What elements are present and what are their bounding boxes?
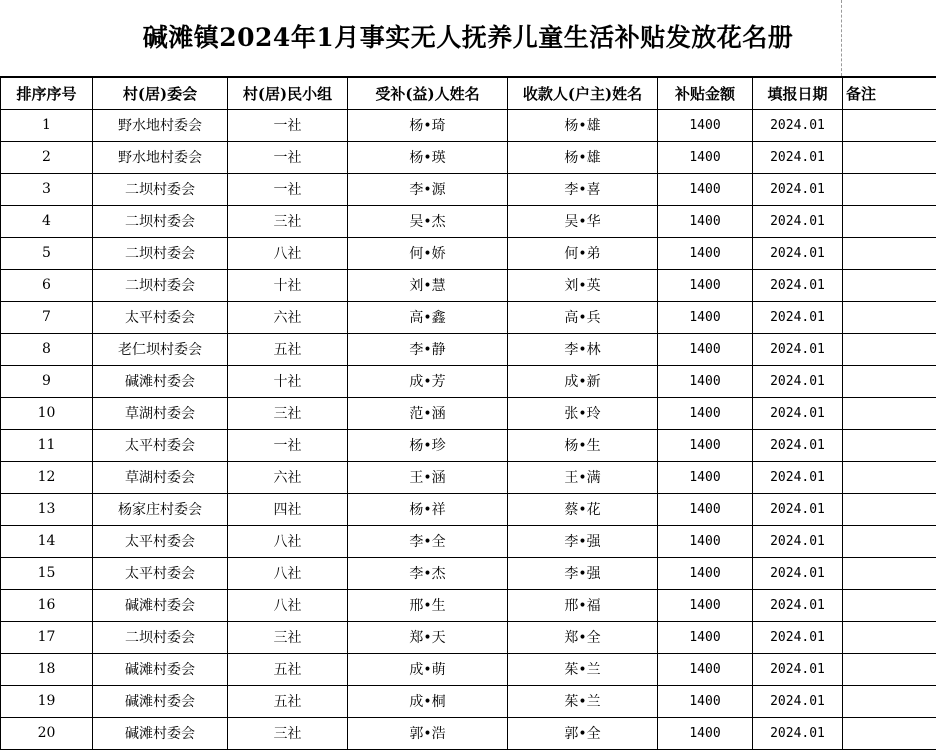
cell-group: 五社 bbox=[228, 333, 348, 365]
cell-remark bbox=[843, 493, 936, 525]
cell-payee: 杨•雄 bbox=[508, 141, 658, 173]
cell-amount: 1400 bbox=[658, 333, 753, 365]
cell-date: 2024.01 bbox=[753, 205, 843, 237]
cell-seq: 2 bbox=[1, 141, 93, 173]
cell-group: 十社 bbox=[228, 269, 348, 301]
table-row bbox=[1, 397, 936, 429]
cell-recipient: 郑•天 bbox=[348, 621, 508, 653]
cell-remark bbox=[843, 397, 936, 429]
cell-payee: 李•强 bbox=[508, 557, 658, 589]
cell-seq: 12 bbox=[1, 461, 93, 493]
cell-recipient: 高•鑫 bbox=[348, 301, 508, 333]
cell-village: 太平村委会 bbox=[93, 525, 228, 557]
cell-amount: 1400 bbox=[658, 109, 753, 141]
cell-date: 2024.01 bbox=[753, 621, 843, 653]
cell-recipient: 成•桐 bbox=[348, 685, 508, 717]
cell-village: 二坝村委会 bbox=[93, 173, 228, 205]
table-row bbox=[1, 237, 936, 269]
cell-seq: 7 bbox=[1, 301, 93, 333]
cell-amount: 1400 bbox=[658, 301, 753, 333]
header-recipient: 受补(益)人姓名 bbox=[348, 77, 508, 109]
cell-seq: 18 bbox=[1, 653, 93, 685]
table-row bbox=[1, 653, 936, 685]
cell-seq: 5 bbox=[1, 237, 93, 269]
cell-payee: 李•强 bbox=[508, 525, 658, 557]
cell-date: 2024.01 bbox=[753, 461, 843, 493]
cell-group: 三社 bbox=[228, 621, 348, 653]
table-row bbox=[1, 525, 936, 557]
cell-recipient: 何•娇 bbox=[348, 237, 508, 269]
cell-date: 2024.01 bbox=[753, 429, 843, 461]
table-row bbox=[1, 109, 936, 141]
table-row bbox=[1, 493, 936, 525]
cell-seq: 13 bbox=[1, 493, 93, 525]
cell-date: 2024.01 bbox=[753, 653, 843, 685]
table-row bbox=[1, 301, 936, 333]
table-row bbox=[1, 365, 936, 397]
cell-recipient: 刘•慧 bbox=[348, 269, 508, 301]
cell-payee: 茱•兰 bbox=[508, 685, 658, 717]
cell-date: 2024.01 bbox=[753, 589, 843, 621]
cell-recipient: 李•源 bbox=[348, 173, 508, 205]
cell-remark bbox=[843, 557, 936, 589]
cell-payee: 李•喜 bbox=[508, 173, 658, 205]
cell-seq: 9 bbox=[1, 365, 93, 397]
table-row bbox=[1, 461, 936, 493]
cell-payee: 郭•全 bbox=[508, 717, 658, 749]
cell-seq: 4 bbox=[1, 205, 93, 237]
cell-recipient: 李•静 bbox=[348, 333, 508, 365]
cell-amount: 1400 bbox=[658, 717, 753, 749]
cell-seq: 8 bbox=[1, 333, 93, 365]
header-group: 村(居)民小组 bbox=[228, 77, 348, 109]
header-date: 填报日期 bbox=[753, 77, 843, 109]
cell-recipient: 杨•瑛 bbox=[348, 141, 508, 173]
cell-village: 二坝村委会 bbox=[93, 205, 228, 237]
table-row bbox=[1, 205, 936, 237]
cell-remark bbox=[843, 461, 936, 493]
table-row bbox=[1, 685, 936, 717]
table-row bbox=[1, 621, 936, 653]
cell-seq: 17 bbox=[1, 621, 93, 653]
cell-payee: 王•满 bbox=[508, 461, 658, 493]
cell-payee: 郑•全 bbox=[508, 621, 658, 653]
cell-amount: 1400 bbox=[658, 557, 753, 589]
cell-village: 二坝村委会 bbox=[93, 237, 228, 269]
cell-group: 三社 bbox=[228, 397, 348, 429]
cell-date: 2024.01 bbox=[753, 333, 843, 365]
cell-date: 2024.01 bbox=[753, 397, 843, 429]
table-row bbox=[1, 589, 936, 621]
cell-remark bbox=[843, 621, 936, 653]
cell-village: 碱滩村委会 bbox=[93, 589, 228, 621]
cell-recipient: 范•涵 bbox=[348, 397, 508, 429]
cell-recipient: 成•芳 bbox=[348, 365, 508, 397]
cell-village: 太平村委会 bbox=[93, 429, 228, 461]
cell-group: 八社 bbox=[228, 589, 348, 621]
cell-village: 碱滩村委会 bbox=[93, 717, 228, 749]
cell-seq: 11 bbox=[1, 429, 93, 461]
header-village: 村(居)委会 bbox=[93, 77, 228, 109]
cell-payee: 吴•华 bbox=[508, 205, 658, 237]
cell-date: 2024.01 bbox=[753, 493, 843, 525]
cell-amount: 1400 bbox=[658, 621, 753, 653]
cell-seq: 3 bbox=[1, 173, 93, 205]
cell-payee: 刘•英 bbox=[508, 269, 658, 301]
cell-group: 六社 bbox=[228, 301, 348, 333]
cell-recipient: 李•杰 bbox=[348, 557, 508, 589]
cell-group: 一社 bbox=[228, 141, 348, 173]
cell-date: 2024.01 bbox=[753, 525, 843, 557]
cell-village: 二坝村委会 bbox=[93, 269, 228, 301]
table-row bbox=[1, 269, 936, 301]
cell-recipient: 杨•祥 bbox=[348, 493, 508, 525]
cell-seq: 6 bbox=[1, 269, 93, 301]
cell-payee: 何•弟 bbox=[508, 237, 658, 269]
cell-group: 八社 bbox=[228, 557, 348, 589]
cell-recipient: 杨•琦 bbox=[348, 109, 508, 141]
cell-village: 二坝村委会 bbox=[93, 621, 228, 653]
cell-seq: 10 bbox=[1, 397, 93, 429]
cell-recipient: 吴•杰 bbox=[348, 205, 508, 237]
cell-seq: 20 bbox=[1, 717, 93, 749]
cell-village: 野水地村委会 bbox=[93, 141, 228, 173]
cell-recipient: 成•萌 bbox=[348, 653, 508, 685]
cell-recipient: 李•全 bbox=[348, 525, 508, 557]
cell-remark bbox=[843, 173, 936, 205]
cell-date: 2024.01 bbox=[753, 141, 843, 173]
cell-recipient: 王•涵 bbox=[348, 461, 508, 493]
cell-payee: 张•玲 bbox=[508, 397, 658, 429]
cell-remark bbox=[843, 269, 936, 301]
cell-amount: 1400 bbox=[658, 173, 753, 205]
cell-group: 一社 bbox=[228, 429, 348, 461]
cell-payee: 杨•雄 bbox=[508, 109, 658, 141]
cell-payee: 蔡•花 bbox=[508, 493, 658, 525]
cell-group: 十社 bbox=[228, 365, 348, 397]
cell-village: 太平村委会 bbox=[93, 301, 228, 333]
cell-village: 野水地村委会 bbox=[93, 109, 228, 141]
table-row bbox=[1, 333, 936, 365]
cell-village: 碱滩村委会 bbox=[93, 653, 228, 685]
cell-remark bbox=[843, 429, 936, 461]
table-row bbox=[1, 557, 936, 589]
cell-amount: 1400 bbox=[658, 429, 753, 461]
cell-amount: 1400 bbox=[658, 653, 753, 685]
cell-remark bbox=[843, 717, 936, 749]
cell-remark bbox=[843, 237, 936, 269]
cell-date: 2024.01 bbox=[753, 269, 843, 301]
cell-remark bbox=[843, 333, 936, 365]
cell-amount: 1400 bbox=[658, 461, 753, 493]
header-seq: 排序序号 bbox=[1, 77, 93, 109]
cell-payee: 邢•福 bbox=[508, 589, 658, 621]
cell-group: 八社 bbox=[228, 237, 348, 269]
cell-remark bbox=[843, 365, 936, 397]
cell-payee: 李•林 bbox=[508, 333, 658, 365]
cell-date: 2024.01 bbox=[753, 109, 843, 141]
cell-remark bbox=[843, 653, 936, 685]
cell-remark bbox=[843, 589, 936, 621]
cell-group: 一社 bbox=[228, 173, 348, 205]
cell-amount: 1400 bbox=[658, 525, 753, 557]
table-row bbox=[1, 141, 936, 173]
table-row bbox=[1, 717, 936, 749]
subsidy-roster-table bbox=[0, 76, 936, 750]
table-row bbox=[1, 429, 936, 461]
cell-amount: 1400 bbox=[658, 397, 753, 429]
cell-remark bbox=[843, 205, 936, 237]
cell-seq: 14 bbox=[1, 525, 93, 557]
header-remark: 备注 bbox=[843, 77, 936, 109]
header-row bbox=[1, 77, 936, 109]
cell-payee: 杨•生 bbox=[508, 429, 658, 461]
cell-group: 五社 bbox=[228, 685, 348, 717]
table-row bbox=[1, 173, 936, 205]
cell-payee: 高•兵 bbox=[508, 301, 658, 333]
cell-village: 碱滩村委会 bbox=[93, 685, 228, 717]
cell-village: 草湖村委会 bbox=[93, 461, 228, 493]
cell-payee: 茱•兰 bbox=[508, 653, 658, 685]
cell-village: 碱滩村委会 bbox=[93, 365, 228, 397]
cell-group: 三社 bbox=[228, 717, 348, 749]
column-guide-line bbox=[841, 0, 842, 76]
cell-amount: 1400 bbox=[658, 493, 753, 525]
cell-remark bbox=[843, 525, 936, 557]
cell-date: 2024.01 bbox=[753, 173, 843, 205]
cell-date: 2024.01 bbox=[753, 237, 843, 269]
cell-recipient: 邢•生 bbox=[348, 589, 508, 621]
cell-recipient: 杨•珍 bbox=[348, 429, 508, 461]
cell-date: 2024.01 bbox=[753, 557, 843, 589]
header-payee: 收款人(户主)姓名 bbox=[508, 77, 658, 109]
cell-amount: 1400 bbox=[658, 589, 753, 621]
cell-remark bbox=[843, 109, 936, 141]
cell-date: 2024.01 bbox=[753, 301, 843, 333]
cell-village: 太平村委会 bbox=[93, 557, 228, 589]
cell-remark bbox=[843, 301, 936, 333]
cell-amount: 1400 bbox=[658, 269, 753, 301]
document-title: 碱滩镇2024年1月事实无人抚养儿童生活补贴发放花名册 bbox=[142, 23, 794, 52]
cell-village: 草湖村委会 bbox=[93, 397, 228, 429]
cell-payee: 成•新 bbox=[508, 365, 658, 397]
cell-date: 2024.01 bbox=[753, 717, 843, 749]
cell-date: 2024.01 bbox=[753, 365, 843, 397]
cell-remark bbox=[843, 685, 936, 717]
cell-amount: 1400 bbox=[658, 205, 753, 237]
cell-group: 六社 bbox=[228, 461, 348, 493]
cell-group: 三社 bbox=[228, 205, 348, 237]
cell-seq: 19 bbox=[1, 685, 93, 717]
cell-amount: 1400 bbox=[658, 685, 753, 717]
cell-date: 2024.01 bbox=[753, 685, 843, 717]
cell-group: 四社 bbox=[228, 493, 348, 525]
cell-amount: 1400 bbox=[658, 141, 753, 173]
cell-amount: 1400 bbox=[658, 237, 753, 269]
cell-seq: 15 bbox=[1, 557, 93, 589]
cell-village: 杨家庄村委会 bbox=[93, 493, 228, 525]
cell-group: 五社 bbox=[228, 653, 348, 685]
header-amount: 补贴金额 bbox=[658, 77, 753, 109]
cell-seq: 1 bbox=[1, 109, 93, 141]
table-body bbox=[1, 109, 936, 749]
cell-group: 八社 bbox=[228, 525, 348, 557]
cell-amount: 1400 bbox=[658, 365, 753, 397]
cell-seq: 16 bbox=[1, 589, 93, 621]
cell-group: 一社 bbox=[228, 109, 348, 141]
cell-village: 老仁坝村委会 bbox=[93, 333, 228, 365]
cell-recipient: 郭•浩 bbox=[348, 717, 508, 749]
cell-remark bbox=[843, 141, 936, 173]
